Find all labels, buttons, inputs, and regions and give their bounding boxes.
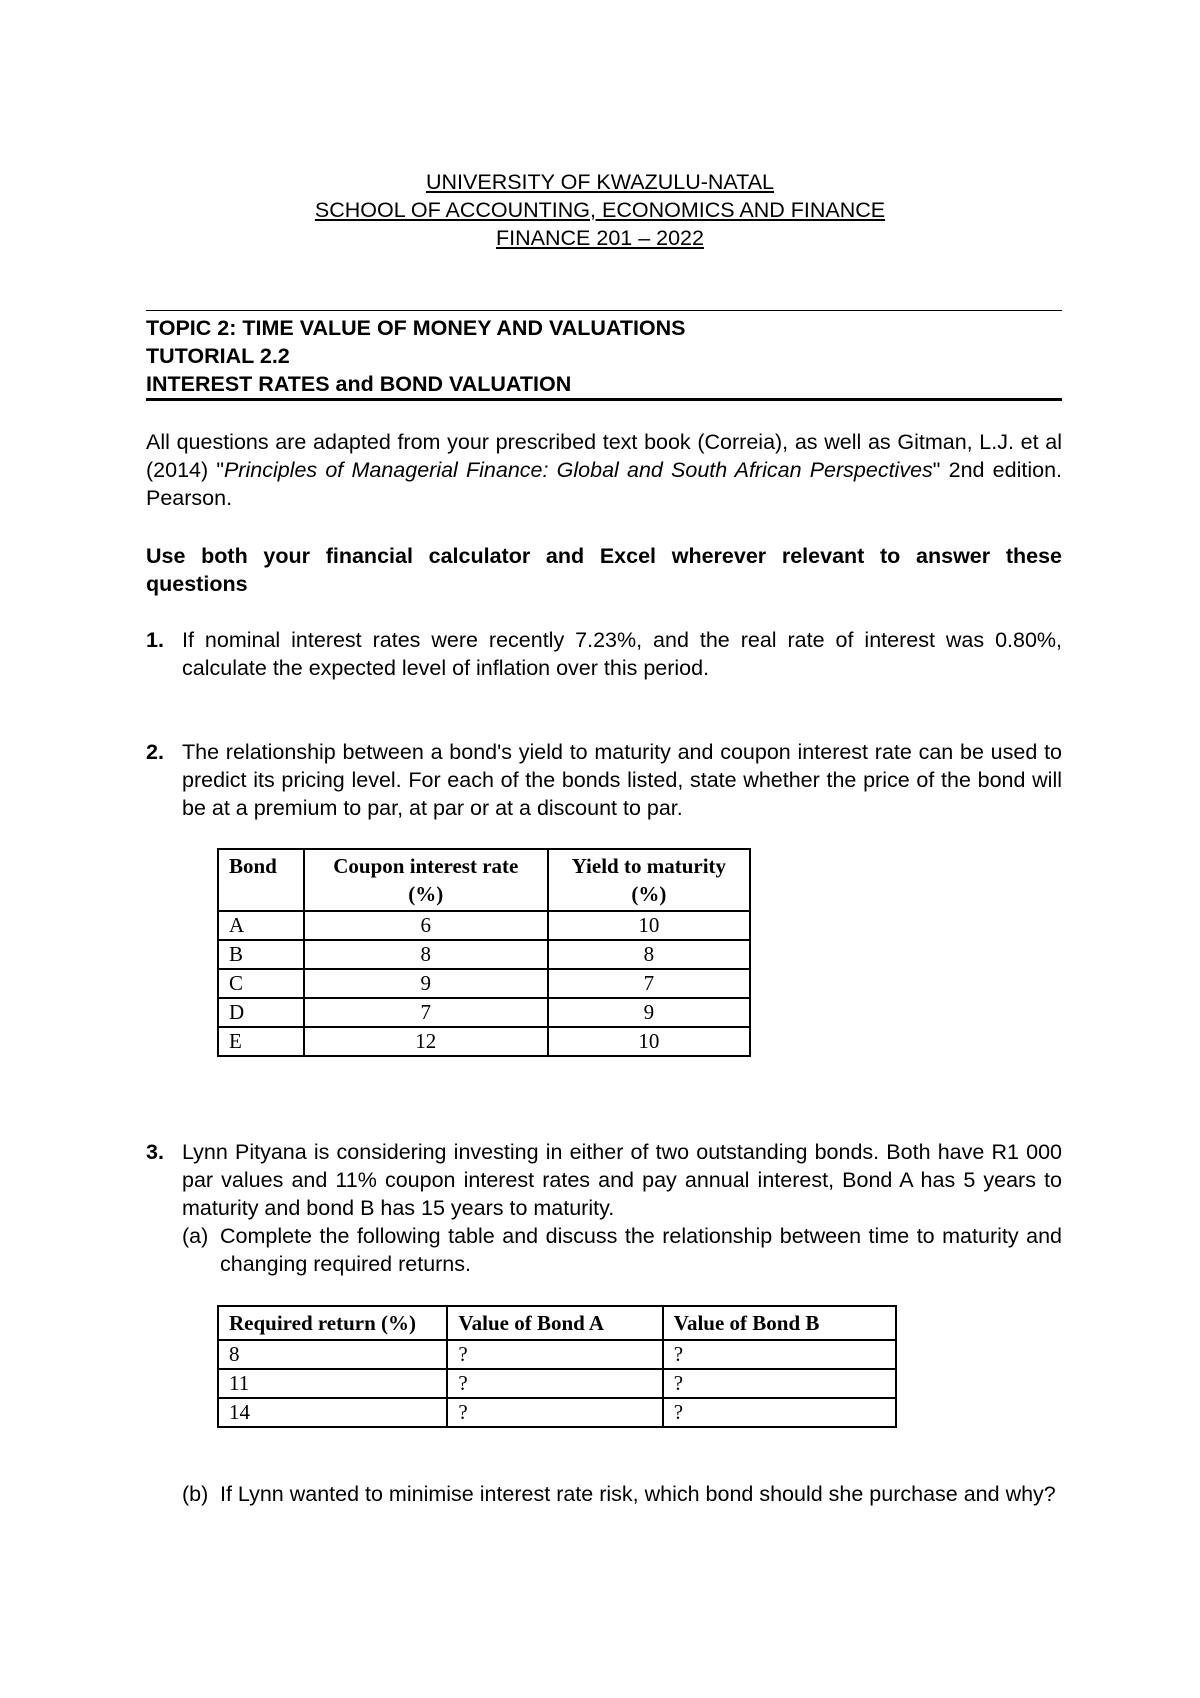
- column-header: Coupon interest rate (%): [304, 849, 548, 911]
- bond-yield-table: [217, 848, 751, 1057]
- tutorial-title: INTEREST RATES and BOND VALUATION: [146, 372, 572, 396]
- subquestion-label: (a): [182, 1224, 209, 1248]
- question-number: 3.: [146, 1140, 164, 1164]
- question-number: 2.: [146, 740, 164, 764]
- question-2: [146, 738, 1062, 822]
- column-header: Yield to maturity (%): [548, 849, 750, 911]
- topic-block: [146, 314, 1062, 398]
- table-row: D 7 9: [218, 998, 750, 1027]
- document-header: [0, 168, 1200, 252]
- school-name: SCHOOL OF ACCOUNTING, ECONOMICS AND FINANCE: [314, 198, 886, 222]
- subquestion-label: (b): [182, 1482, 209, 1506]
- question-1: [146, 626, 1062, 682]
- subquestion-text: If Lynn wanted to minimise interest rate risk, which bond should she purchase and why?: [220, 1482, 1056, 1506]
- bond-value-table: [217, 1305, 897, 1428]
- table-row: 8 ? ?: [218, 1340, 896, 1369]
- table-header-row: [218, 1306, 896, 1340]
- column-header: Value of Bond B: [663, 1306, 896, 1340]
- table-row: 14 ? ?: [218, 1398, 896, 1427]
- question-text: If nominal interest rates were recently 7.23%, and the real rate of interest was 0.80%, calculate the expected level of inflation over this period.: [182, 628, 1062, 680]
- table-row: 11 ? ?: [218, 1369, 896, 1398]
- intro-paragraph: All questions are adapted from your prescribed text book (Correia), as well as Gitman, L.J. et al (2014) "Principles of Managerial Finance: Global and South African Perspectives" 2nd edition. Pearson.: [146, 430, 1062, 510]
- question-text: The relationship between a bond's yield to maturity and coupon interest rate can be used to predict its pricing level. For each of the bonds listed, state whether the price of the bond will be at a premium to par, at par or at a discount to par.: [182, 740, 1062, 820]
- course-title: FINANCE 201 – 2022: [496, 226, 704, 250]
- column-header: Required return (%): [218, 1306, 447, 1340]
- tutorial-number: TUTORIAL 2.2: [146, 344, 290, 368]
- table-row: B 8 8: [218, 940, 750, 969]
- table-header-row: [218, 849, 750, 911]
- topic-title: TOPIC 2: TIME VALUE OF MONEY AND VALUATIONS: [146, 316, 686, 340]
- table-row: A 6 10: [218, 911, 750, 940]
- column-header: Value of Bond A: [447, 1306, 662, 1340]
- table-row: E 12 10: [218, 1027, 750, 1056]
- column-header: Bond: [218, 849, 304, 911]
- question-number: 1.: [146, 628, 164, 652]
- divider-top: [146, 310, 1062, 311]
- question-3a: [182, 1222, 1062, 1278]
- university-name: UNIVERSITY OF KWAZULU-NATAL: [425, 170, 775, 194]
- question-3: [146, 1138, 1062, 1222]
- question-3b: [182, 1480, 1062, 1508]
- subquestion-text: Complete the following table and discuss the relationship between time to maturity and changing required returns.: [220, 1224, 1062, 1276]
- table-row: C 9 7: [218, 969, 750, 998]
- divider-bottom: [146, 398, 1062, 401]
- textbook-title: Principles of Managerial Finance: Global and South African Perspectives: [223, 458, 933, 482]
- question-text: Lynn Pityana is considering investing in either of two outstanding bonds. Both have R1 000 par values and 11% coupon interest rates and pay annual interest, Bond A has 5 years to maturity and bond B has 15 years to maturity.: [182, 1140, 1062, 1220]
- instruction-paragraph: Use both your financial calculator and Excel wherever relevant to answer these questions: [146, 544, 1062, 596]
